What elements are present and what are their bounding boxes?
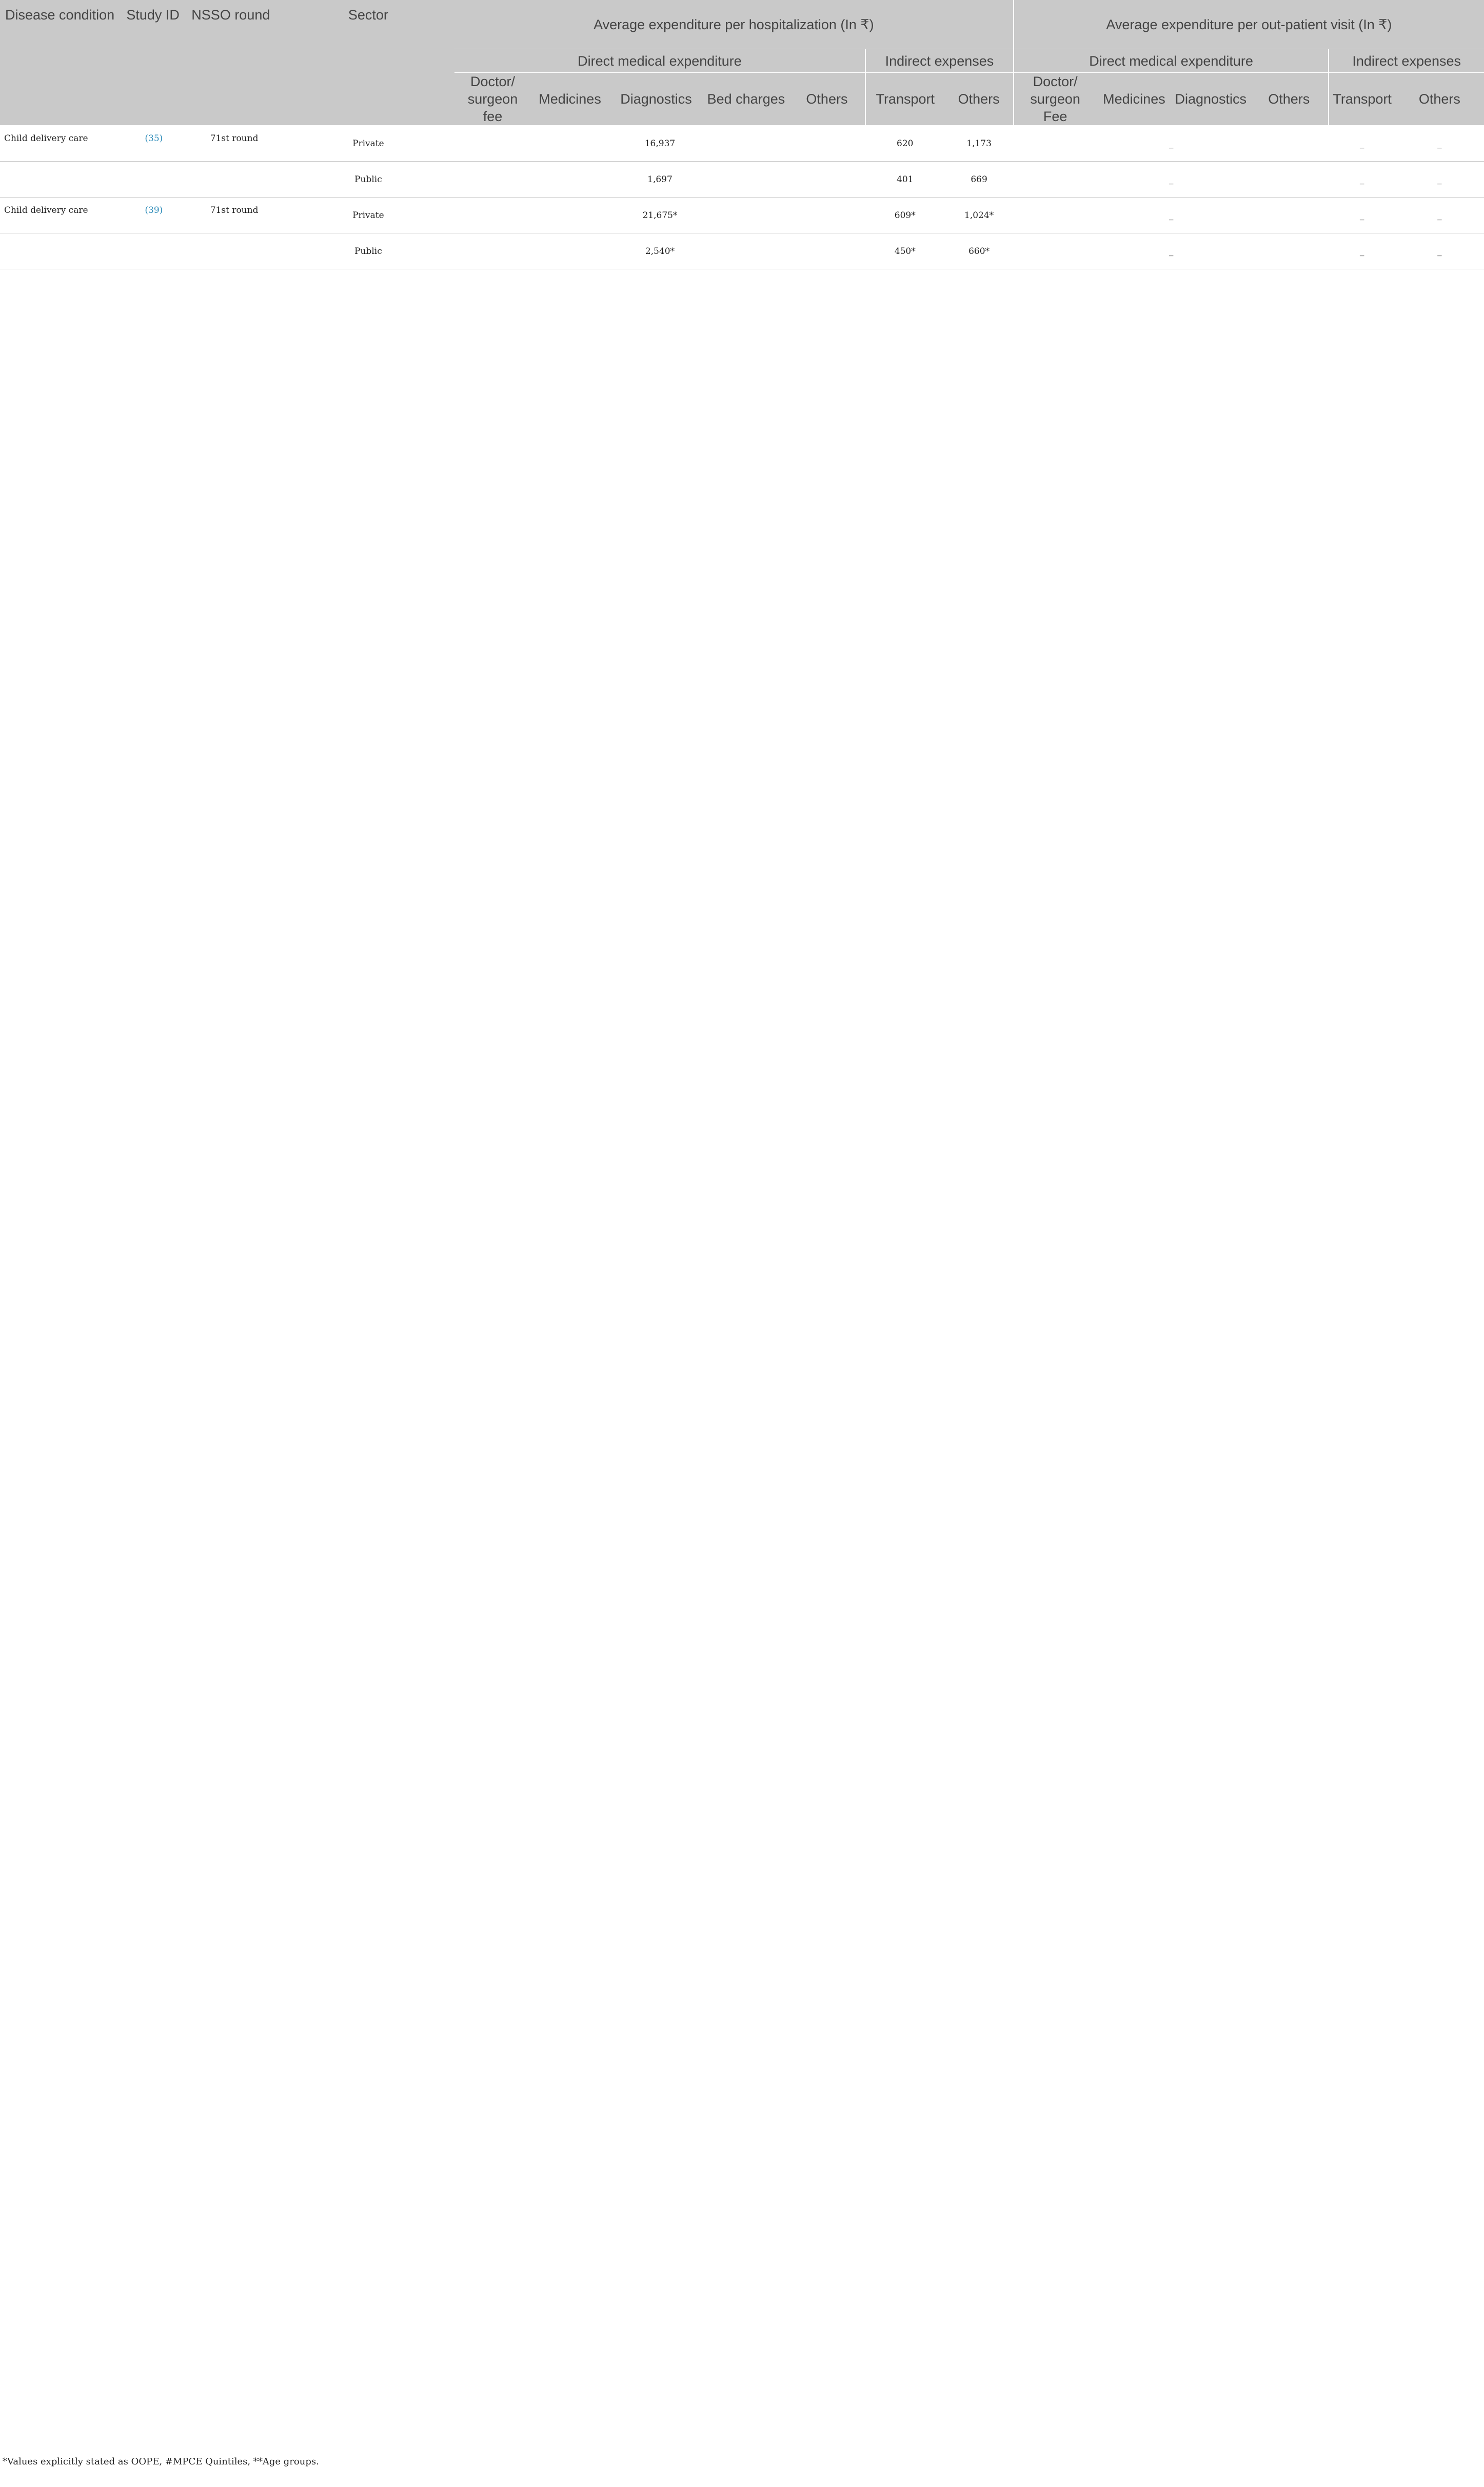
cell-study-id <box>121 233 186 269</box>
cell-op-direct-total: _ <box>1014 198 1329 233</box>
cell-hosp-direct-total: 1,697 <box>454 162 865 198</box>
header-nsso-round: NSSO round <box>186 0 282 126</box>
header-doctor-fee-hosp: Doctor/ surgeon fee <box>454 73 531 126</box>
cell-study-id <box>121 162 186 198</box>
header-diagnostics-op: Diagnostics <box>1172 73 1250 126</box>
cell-sector: Private <box>282 126 454 162</box>
header-transport-hosp: Transport <box>865 73 944 126</box>
cell-op-transport: _ <box>1329 198 1395 233</box>
header-others-indirect-hosp: Others <box>944 73 1013 126</box>
cell-sector: Private <box>282 198 454 233</box>
header-sector: Sector <box>282 0 454 126</box>
cell-hosp-direct-total: 16,937 <box>454 126 865 162</box>
header-indirect-hosp: Indirect expenses <box>865 49 1014 73</box>
header-disease-condition: Disease condition <box>0 0 121 126</box>
cell-op-transport: _ <box>1329 162 1395 198</box>
cell-disease-condition: Child delivery care <box>0 126 121 162</box>
header-avg-outpatient: Average expenditure per out-patient visit (In ₹) <box>1014 0 1484 49</box>
cell-sector: Public <box>282 162 454 198</box>
cell-op-transport: _ <box>1329 233 1395 269</box>
cell-op-direct-total: _ <box>1014 162 1329 198</box>
cell-nsso-round <box>186 233 282 269</box>
header-others-indirect-op: Others <box>1395 73 1484 126</box>
header-others-hosp: Others <box>789 73 865 126</box>
cell-disease-condition <box>0 162 121 198</box>
cell-hosp-direct-total: 2,540* <box>454 233 865 269</box>
cell-hosp-indirect-others: 660* <box>944 233 1013 269</box>
cell-disease-condition <box>0 233 121 269</box>
header-direct-medical-hosp: Direct medical expenditure <box>454 49 865 73</box>
cell-hosp-indirect-others: 1,173 <box>944 126 1013 162</box>
cell-study-id: (39) <box>121 198 186 233</box>
cell-hosp-transport: 620 <box>865 126 944 162</box>
cell-hosp-transport: 401 <box>865 162 944 198</box>
header-others-op: Others <box>1250 73 1329 126</box>
header-diagnostics-hosp: Diagnostics <box>609 73 703 126</box>
cell-op-indirect-others: _ <box>1395 198 1484 233</box>
header-direct-medical-op: Direct medical expenditure <box>1014 49 1329 73</box>
cell-op-indirect-others: _ <box>1395 233 1484 269</box>
cell-nsso-round: 71st round <box>186 126 282 162</box>
cell-hosp-transport: 609* <box>865 198 944 233</box>
table-row <box>0 126 1484 162</box>
cell-hosp-indirect-others: 1,024* <box>944 198 1013 233</box>
cell-sector: Public <box>282 233 454 269</box>
cell-hosp-transport: 450* <box>865 233 944 269</box>
header-medicines-hosp: Medicines <box>531 73 609 126</box>
cell-disease-condition: Child delivery care <box>0 198 121 233</box>
table-footnote: *Values explicitly stated as OOPE, #MPCE Quintiles, **Age groups. <box>3 2456 319 2467</box>
cell-op-transport: _ <box>1329 126 1395 162</box>
header-doctor-fee-op: Doctor/ surgeon Fee <box>1014 73 1097 126</box>
header-bed-charges: Bed charges <box>703 73 789 126</box>
cell-nsso-round: 71st round <box>186 198 282 233</box>
cell-hosp-direct-total: 21,675* <box>454 198 865 233</box>
cell-hosp-indirect-others: 669 <box>944 162 1013 198</box>
header-avg-hospitalization: Average expenditure per hospitalization (In ₹) <box>454 0 1014 49</box>
cell-op-direct-total: _ <box>1014 126 1329 162</box>
table-row <box>0 162 1484 198</box>
header-medicines-op: Medicines <box>1097 73 1172 126</box>
table-row <box>0 233 1484 269</box>
header-study-id: Study ID <box>121 0 186 126</box>
cell-nsso-round <box>186 162 282 198</box>
cell-op-indirect-others: _ <box>1395 126 1484 162</box>
cell-op-direct-total: _ <box>1014 233 1329 269</box>
table-row <box>0 198 1484 233</box>
cell-study-id: (35) <box>121 126 186 162</box>
header-indirect-op: Indirect expenses <box>1329 49 1484 73</box>
cell-op-indirect-others: _ <box>1395 162 1484 198</box>
header-transport-op: Transport <box>1329 73 1395 126</box>
expenditure-table <box>0 0 1484 269</box>
